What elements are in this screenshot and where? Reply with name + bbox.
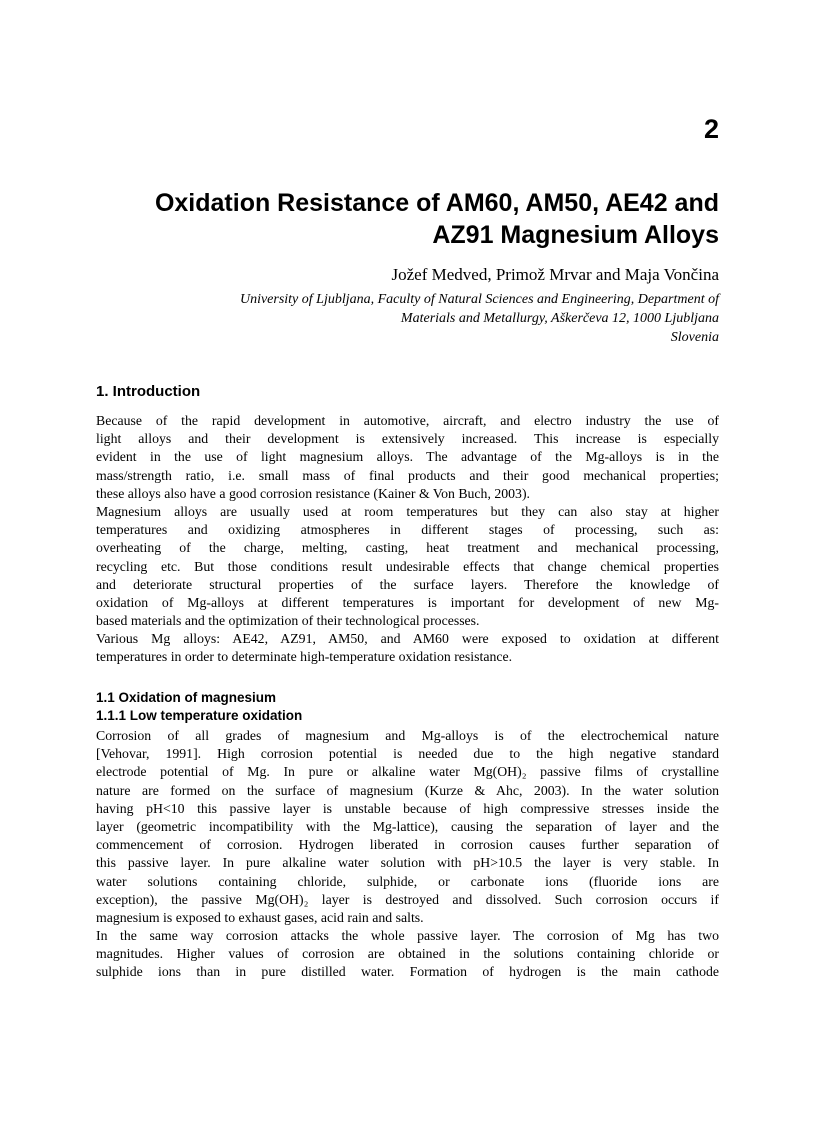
text-line: magnesium is exposed to exhaust gases, acid rain and salts. xyxy=(96,909,424,925)
subsubsection-heading-low-temperature-oxidation: 1.1.1 Low temperature oxidation xyxy=(96,708,303,723)
text-line: mass/strength ratio, i.e. small mass of final products and their good mechanical properties; xyxy=(96,467,719,483)
text-line: temperatures in order to determinate high-temperature oxidation resistance. xyxy=(96,649,513,665)
affiliation-line: Materials and Metallurgy, Aškerčeva 12, 1000 Ljubljana xyxy=(400,311,719,326)
text-line: and deteriorate structural properties of the surface layers. Therefore the knowledge of xyxy=(96,576,719,592)
text-line: this passive layer. In pure alkaline water solution with pH>10.5 the layer is very stable. In xyxy=(96,855,719,871)
text-line: Magnesium alloys are usually used at room temperatures but they can also stay at higher xyxy=(96,503,719,519)
chapter-title xyxy=(96,187,719,251)
low-temperature-oxidation-body xyxy=(96,727,719,982)
authors: Jožef Medved, Primož Mrvar and Maja Vončina xyxy=(391,265,719,284)
affiliation xyxy=(96,290,719,347)
text-line: In the same way corrosion attacks the whole passive layer. The corrosion of Mg has two xyxy=(96,928,719,944)
text-line: overheating of the charge, melting, casting, heat treatment and mechanical processing, xyxy=(96,540,719,556)
chapter-number: 2 xyxy=(703,114,719,144)
text-line: sulphide ions than in pure distilled water. Formation of hydrogen is the main cathode xyxy=(96,964,719,980)
text-line: based materials and the optimization of their technological processes. xyxy=(96,613,480,629)
text-line: exception), the passive Mg(OH)₂ layer is destroyed and dissolved. Such corrosion occurs if xyxy=(96,891,719,907)
text-line: nature are formed on the surface of magnesium (Kurze & Ahc, 2003). In the water solution xyxy=(96,782,719,798)
text-line: water solutions containing chloride, sulphide, or carbonate ions (fluoride ions are xyxy=(96,873,719,889)
text-line: these alloys also have a good corrosion resistance (Kainer & Von Buch, 2003). xyxy=(96,485,530,501)
text-line: evident in the use of light magnesium alloys. The advantage of the Mg-alloys is in the xyxy=(96,449,719,465)
text-line: Corrosion of all grades of magnesium and Mg-alloys is of the electrochemical nature xyxy=(96,728,719,743)
chapter-title-line: AZ91 Magnesium Alloys xyxy=(432,221,719,249)
chapter-title-line: Oxidation Resistance of AM60, AM50, AE42 and xyxy=(154,189,719,217)
text-line: recycling etc. But those conditions result undesirable effects that change chemical properties xyxy=(96,558,719,574)
introduction-body xyxy=(96,412,719,667)
affiliation-line: Slovenia xyxy=(670,330,719,345)
text-line: light alloys and their development is extensively increased. This increase is especially xyxy=(96,431,719,447)
text-line: commencement of corrosion. Hydrogen liberated in corrosion causes further separation of xyxy=(96,837,719,853)
text-line: magnitudes. Higher values of corrosion are obtained in the solutions containing chloride or xyxy=(96,946,719,962)
text-line: layer (geometric incompatibility with the Mg-lattice), causing the separation of layer and the xyxy=(96,818,719,834)
section-heading-introduction: 1. Introduction xyxy=(96,383,201,400)
text-line: Various Mg alloys: AE42, AZ91, AM50, and AM60 were exposed to oxidation at different xyxy=(96,631,719,647)
subsection-heading-oxidation-of-magnesium: 1.1 Oxidation of magnesium xyxy=(96,690,277,705)
text-line: electrode potential of Mg. In pure or alkaline water Mg(OH)₂ passive films of crystalline xyxy=(96,764,719,780)
text-line: Because of the rapid development in automotive, aircraft, and electro industry the use of xyxy=(96,413,719,428)
affiliation-line: University of Ljubljana, Faculty of Natural Sciences and Engineering, Department of xyxy=(239,292,719,307)
text-line: having pH<10 this passive layer is unstable because of high compressive stresses inside the xyxy=(96,800,719,816)
text-line: oxidation of Mg-alloys at different temperatures is important for development of new Mg- xyxy=(96,594,719,610)
text-line: [Vehovar, 1991]. High corrosion potential is needed due to the high negative standard xyxy=(96,746,719,762)
text-line: temperatures and oxidizing atmospheres in different stages of processing, such as: xyxy=(96,522,719,538)
